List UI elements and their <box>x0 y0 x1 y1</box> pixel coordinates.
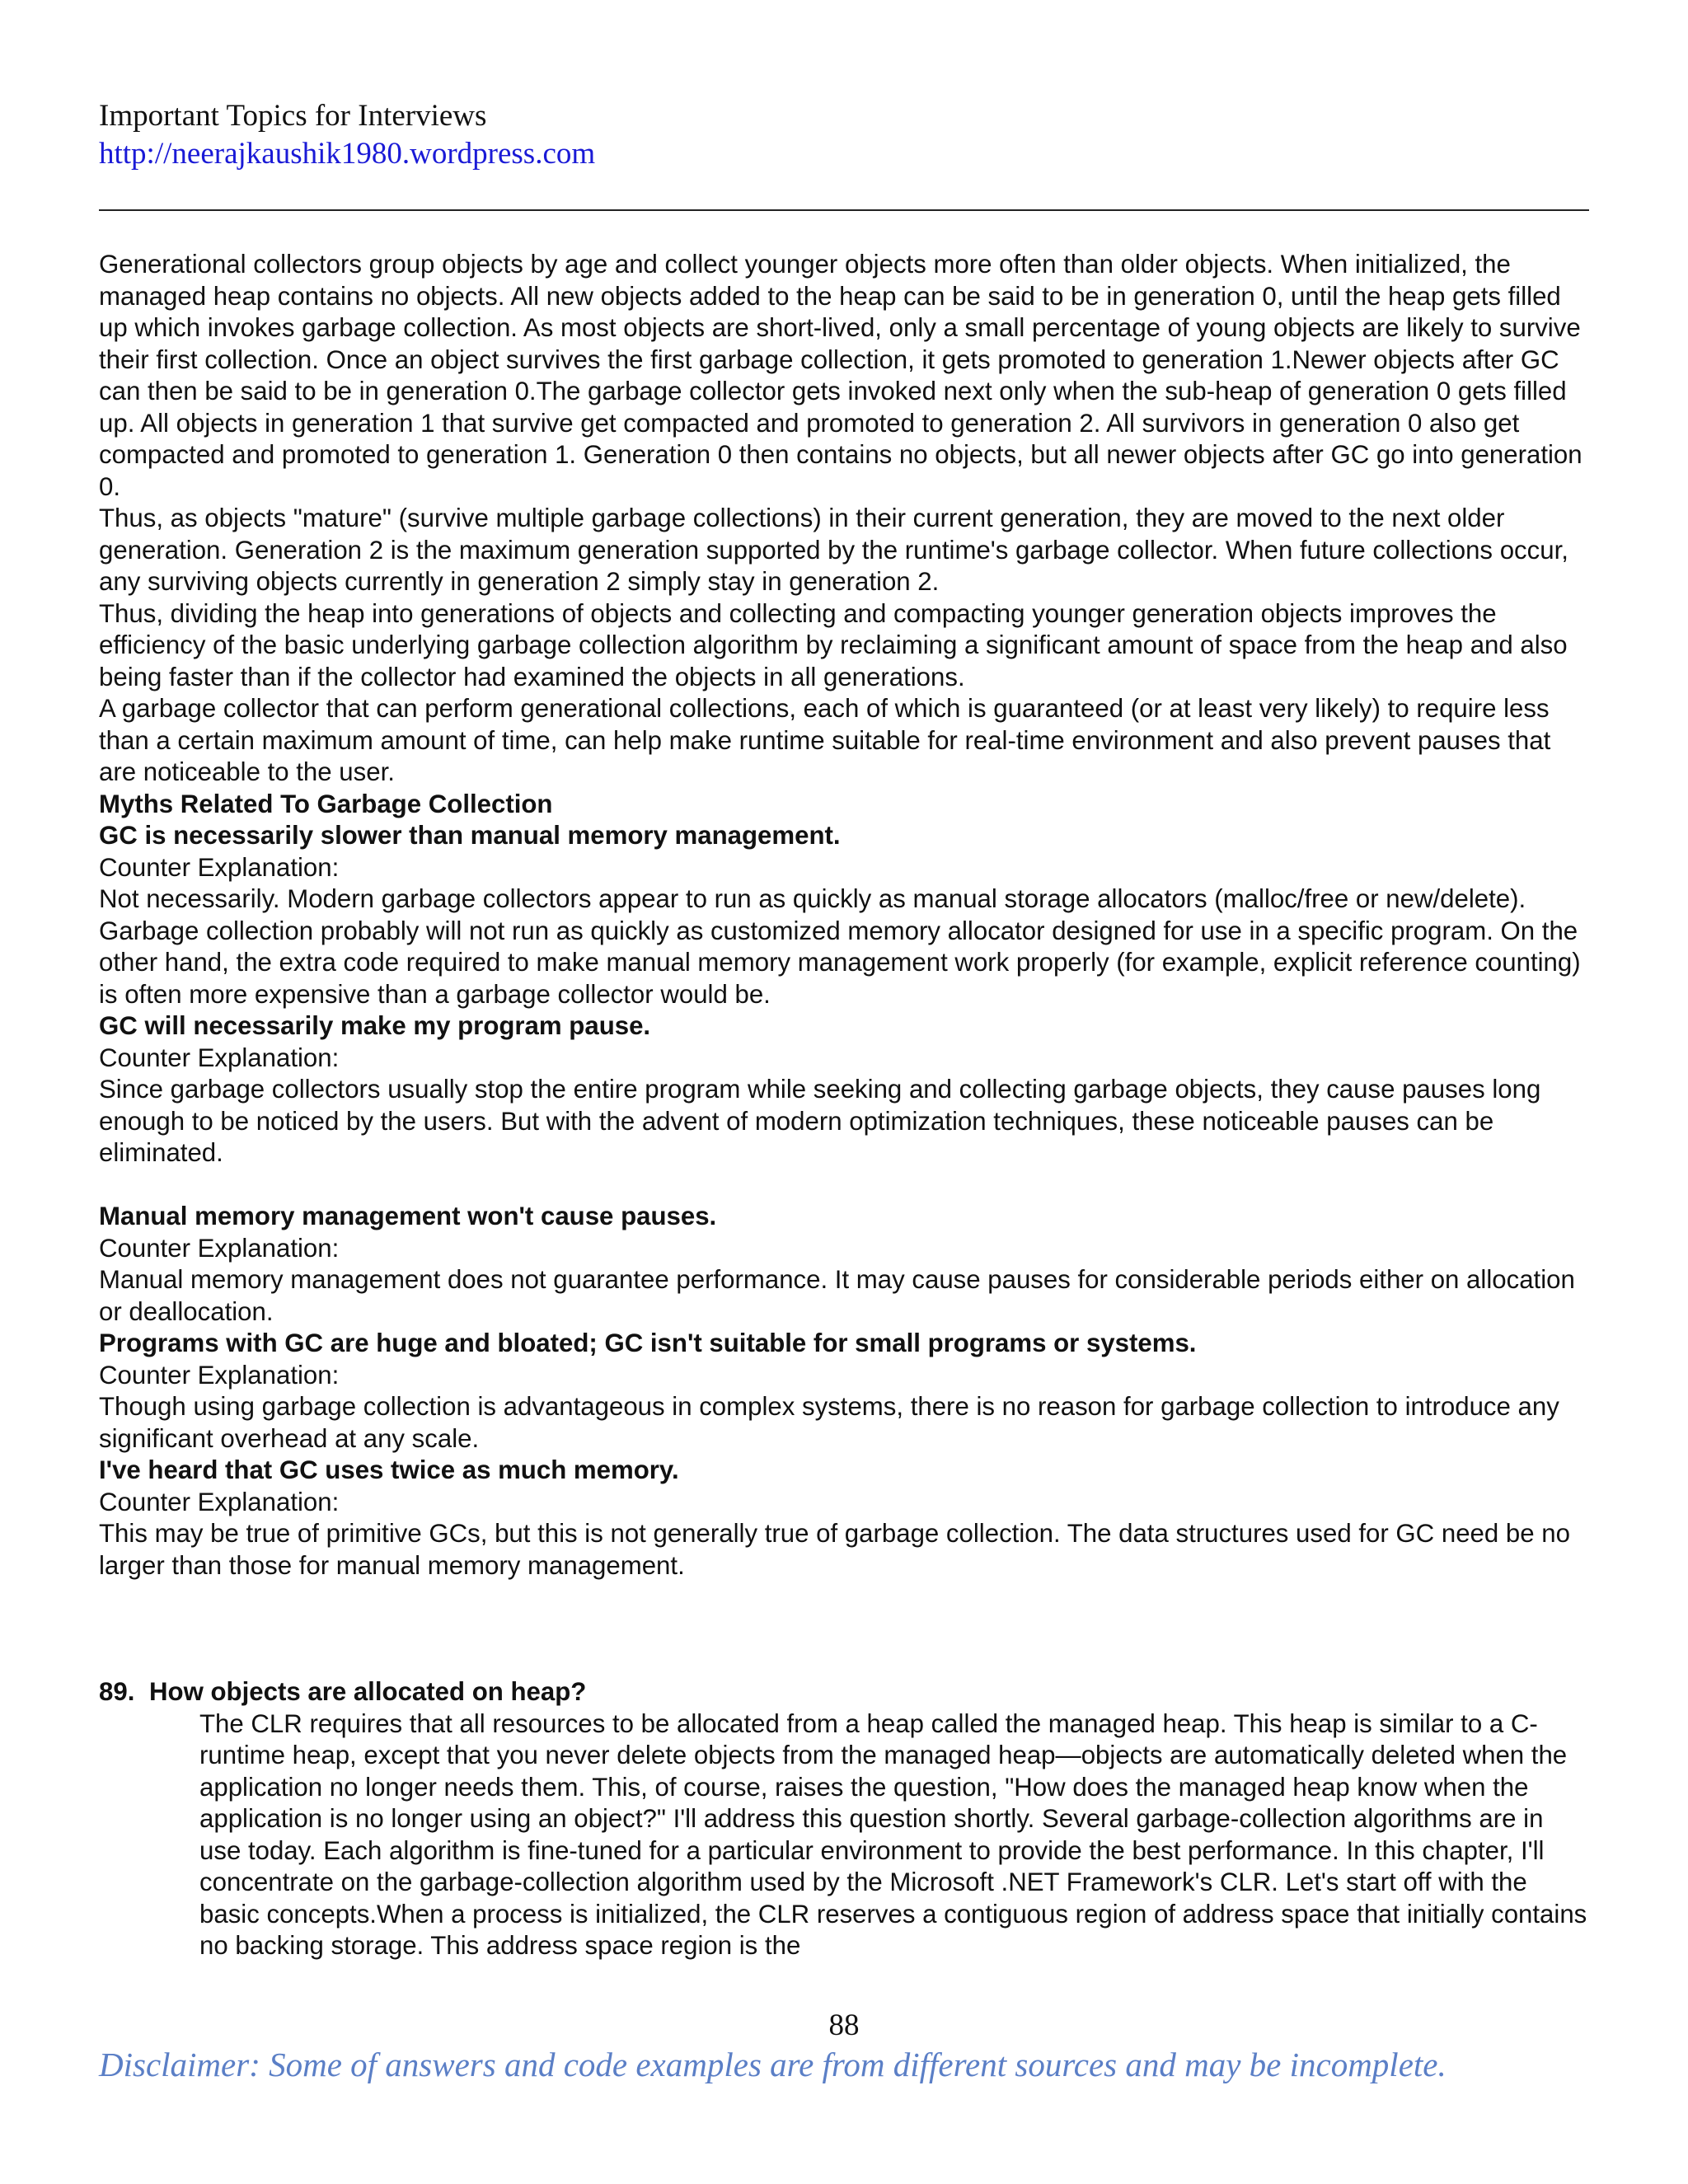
myth-4-text: Though using garbage collection is advantageous in complex systems, there is no reason for garbage collection to introduce any significant overhead at any scale. <box>99 1392 1559 1453</box>
question-heading <box>99 1676 1591 1708</box>
spacer <box>99 1582 1591 1676</box>
myth-5-title: I've heard that GC uses twice as much memory. <box>99 1455 679 1484</box>
paragraph-dividing-heap: Thus, dividing the heap into generations of objects and collecting and compacting younger generation objects improves the efficiency of the basic underlying garbage collection algorithm by reclaiming a significant amount of space from the heap and also being faster than if the collector had examined the objects in all generations. <box>99 598 1568 691</box>
main-content <box>99 249 1591 1962</box>
paragraph-generational-collectors: Generational collectors group objects by age and collect younger objects more often than older objects. When initialized, the managed heap contains no objects. All new objects added to the heap can be said to be in generation 0, until the heap gets filled up which invokes garbage collection. As most objects are short-lived, only a small percentage of young objects are likely to survive their first collection. Once an object survives the first garbage collection, it gets promoted to generation 1.Newer objects after GC can then be said to be in generation 0.The garbage collector gets invoked next only when the sub-heap of generation 0 gets filled up. All objects in generation 1 that survive get compacted and promoted to generation 2. All survivors in generation 0 also get compacted and promoted to generation 1. Generation 0 then contains no objects, but all newer objects after GC go into generation 0. <box>99 250 1582 501</box>
page-header <box>99 97 595 173</box>
question-answer: The CLR requires that all resources to be allocated from a heap called the managed heap. This heap is similar to a C-runtime heap, except that you never delete objects from the managed heap—objects are automatically deleted when the application no longer needs them. This, of course, raises the question, "How does the managed heap know when the application is no longer using an object?" I'll address this question shortly. Several garbage-collection algorithms are in use today. Each algorithm is fine-tuned for a particular environment to provide the best performance. In this chapter, I'll concentrate on the garbage-collection algorithm used by the Microsoft .NET Framework's CLR. Let's start off with the basic concepts.When a process is initialized, the CLR reserves a contiguous region of address space that initially contains no backing storage. This address space region is the <box>199 1708 1587 1960</box>
header-divider <box>99 209 1589 211</box>
spacer <box>99 1169 1591 1202</box>
myth-4-label: Counter Explanation: <box>99 1360 340 1390</box>
footer-disclaimer: Disclaimer: Some of answers and code examples are from different sources and may be incomplete. <box>99 2046 1447 2083</box>
myth-3-label: Counter Explanation: <box>99 1233 340 1263</box>
myth-5-label: Counter Explanation: <box>99 1487 340 1516</box>
myth-1-label: Counter Explanation: <box>99 852 340 882</box>
myth-1-text: Not necessarily. Modern garbage collectors appear to run as quickly as manual storage allocators (malloc/free or new/delete). Garbage collection probably will not run as quickly as customized memory allocator designed for use in a specific program. On the other hand, the extra code required to make manual memory management work properly (for example, explicit reference counting) is often more expensive than a garbage collector would be. <box>99 884 1581 1009</box>
myth-2-label: Counter Explanation: <box>99 1043 340 1072</box>
paragraph-objects-mature: Thus, as objects "mature" (survive multiple garbage collections) in their current generation, they are moved to the next older generation. Generation 2 is the maximum generation supported by the runtime's garbage collector. When future collections occur, any surviving objects currently in generation 2 simply stay in generation 2. <box>99 504 1568 596</box>
header-title: Important Topics for Interviews <box>99 99 487 133</box>
question-title: How objects are allocated on heap? <box>149 1677 587 1706</box>
paragraph-generational-guarantee: A garbage collector that can perform generational collections, each of which is guaranteed (or at least very likely) to require less than a certain maximum amount of time, can help make runtime suitable for real-time environment and also prevent pauses that are noticeable to the user. <box>99 694 1551 786</box>
header-url-link[interactable]: http://neerajkaushik1980.wordpress.com <box>99 137 596 171</box>
myth-2-text: Since garbage collectors usually stop the entire program while seeking and collecting garbage objects, they cause pauses long enough to be noticed by the users. But with the advent of modern optimization techniques, these noticeable pauses can be eliminated. <box>99 1075 1541 1167</box>
myths-heading: Myths Related To Garbage Collection <box>99 789 553 818</box>
question-number: 89. <box>99 1677 135 1706</box>
myth-5-text: This may be true of primitive GCs, but this is not generally true of garbage collection. The data structures used for GC need be no larger than those for manual memory management. <box>99 1519 1570 1580</box>
page-number: 88 <box>828 2008 860 2042</box>
myth-4-title: Programs with GC are huge and bloated; GC isn't suitable for small programs or systems. <box>99 1329 1197 1357</box>
myth-2-title: GC will necessarily make my program pause. <box>99 1011 651 1040</box>
myth-3-title: Manual memory management won't cause pauses. <box>99 1202 717 1230</box>
myth-1-title: GC is necessarily slower than manual memory management. <box>99 821 841 850</box>
myth-3-text: Manual memory management does not guarantee performance. It may cause pauses for considerable periods either on allocation or deallocation. <box>99 1265 1575 1326</box>
